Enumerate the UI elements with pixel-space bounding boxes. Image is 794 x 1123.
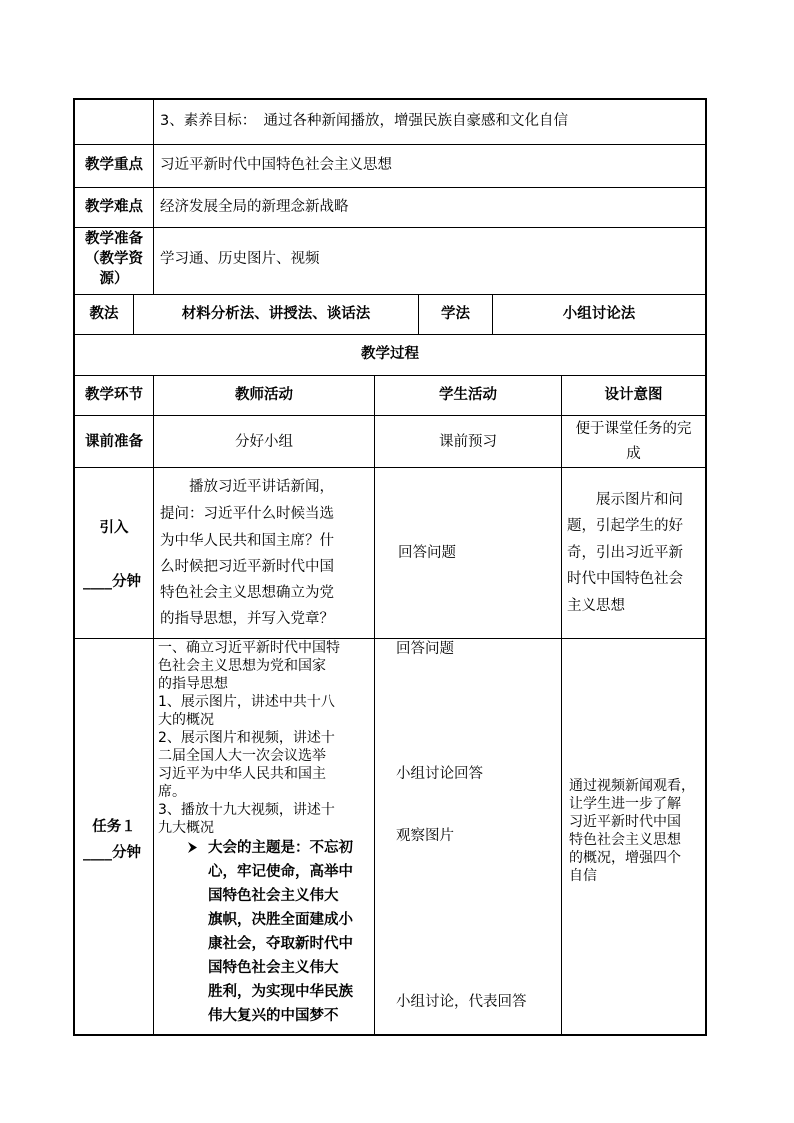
key-point-value: 习近平新时代中国特色社会主义思想 — [160, 157, 392, 173]
pre-intent: 成 — [626, 446, 641, 462]
task1-intent-line: 自信 — [569, 868, 597, 884]
task1-teacher-line: 大的概况 — [158, 712, 214, 728]
row-divider — [73, 294, 707, 295]
intro-intent-line: 主义思想 — [567, 598, 625, 614]
task1-stage: 任务１ — [92, 819, 136, 835]
task1-teacher-line: 二届全国人大一次会议选举 — [158, 748, 326, 764]
column-divider — [153, 98, 154, 294]
intro-teacher-line: 为中华人民共和国主席？什 — [160, 533, 334, 549]
task1-teacher-line: 2、展示图片和视频，讲述十 — [158, 730, 335, 746]
intro-intent-line: 题，引起学生的好 — [567, 518, 683, 534]
theme-line: 伟大复兴的中国梦不 — [208, 1008, 339, 1024]
process-title: 教学过程 — [361, 346, 419, 362]
pre-teacher: 分好小组 — [235, 434, 293, 450]
study-method-value: 小组讨论法 — [562, 306, 636, 322]
row-divider — [73, 638, 707, 639]
task1-teacher-line: 3、播放十九大视频，讲述十 — [158, 802, 335, 818]
row-divider — [73, 187, 707, 188]
intro-stage: 引入 — [99, 520, 129, 536]
row-divider — [73, 144, 707, 145]
task1-teacher-line: 1、展示图片，讲述中共十八 — [158, 694, 335, 710]
intro-teacher-line: 特色社会主义思想确立为党 — [160, 585, 334, 601]
prep-label: （教学资 — [85, 251, 143, 267]
pre-intent: 便于课堂任务的完 — [575, 421, 692, 437]
task1-teacher-line: 席。 — [158, 784, 186, 800]
task1-teacher-line: 色社会主义思想为党和国家 — [158, 658, 326, 674]
intro-intent-line: 时代中国特色社会 — [567, 571, 683, 587]
teaching-method-label: 教法 — [89, 306, 119, 322]
table-border-bottom — [73, 1034, 707, 1036]
intro-teacher-line: 提问：习近平什么时候当选 — [160, 506, 334, 522]
task1-student: 小组讨论，代表回答 — [396, 994, 527, 1010]
key-point-label: 教学重点 — [85, 157, 143, 173]
theme-line: 国特色社会主义伟大 — [208, 960, 339, 976]
task1-intent-line: 通过视频新闻观看， — [569, 778, 695, 794]
lesson-plan-table — [73, 98, 707, 1036]
theme-line: 国特色社会主义伟大 — [208, 888, 339, 904]
column-divider — [153, 375, 154, 1036]
task1-intent-line: 特色社会主义思想 — [569, 832, 681, 848]
intro-teacher-line: 的指导思想，并写入党章？ — [160, 611, 334, 627]
task1-intent-line: 习近平新时代中国 — [569, 814, 681, 830]
prep-value: 学习通、历史图片、视频 — [160, 251, 320, 267]
prep-label: 教学准备 — [85, 231, 143, 247]
arrow-bullet-icon — [187, 842, 198, 856]
intro-teacher-line: 播放习近平讲话新闻， — [160, 479, 334, 495]
theme-line: 旗帜，决胜全面建成小 — [208, 912, 353, 928]
intro-minutes: ____分钟 — [83, 574, 141, 590]
intro-teacher-line: 么时候把习近平新时代中国 — [160, 559, 334, 575]
goal-text: 3、素养目标： 通过各种新闻播放，增强民族自豪感和文化自信 — [160, 113, 568, 129]
theme-line: 心，牢记使命，高举中 — [208, 864, 353, 880]
task1-teacher-line: 一、确立习近平新时代中国特 — [158, 640, 340, 656]
pre-student: 课前预习 — [439, 434, 497, 450]
row-divider — [73, 227, 707, 228]
difficulty-value: 经济发展全局的新理念新战略 — [160, 199, 349, 215]
theme-line: 胜利，为实现中华民族 — [208, 984, 353, 1000]
task1-intent-line: 让学生进一步了解 — [569, 796, 681, 812]
difficulty-label: 教学难点 — [85, 199, 143, 215]
table-border-top — [73, 98, 707, 100]
study-method-label: 学法 — [441, 306, 470, 322]
header-intent: 设计意图 — [604, 387, 663, 403]
task1-minutes: ____分钟 — [83, 845, 141, 861]
task1-student: 小组讨论回答 — [396, 766, 483, 782]
header-stage: 教学环节 — [85, 387, 143, 403]
intro-intent-line: 奇，引出习近平新 — [567, 545, 683, 561]
task1-student: 观察图片 — [396, 828, 454, 844]
task1-intent-line: 的概况，增强四个 — [569, 850, 681, 866]
intro-intent-line: 展示图片和问 — [567, 492, 683, 508]
prep-label: 源） — [99, 271, 129, 287]
column-divider — [374, 375, 375, 1036]
task1-teacher-line: 习近平为中华人民共和国主 — [158, 766, 326, 782]
teaching-method-value: 材料分析法、讲授法、谈话法 — [181, 306, 371, 322]
task1-teacher-line: 的指导思想 — [158, 676, 228, 692]
column-divider — [561, 375, 562, 1036]
row-divider — [73, 415, 707, 416]
task1-student: 回答问题 — [396, 641, 454, 657]
task1-teacher-line: 九大概况 — [158, 820, 214, 836]
theme-line: 大会的主题是：不忘初 — [208, 840, 353, 856]
intro-student: 回答问题 — [398, 545, 456, 561]
header-teacher: 教师活动 — [235, 387, 293, 403]
row-divider — [73, 334, 707, 335]
row-divider — [73, 467, 707, 468]
row-divider — [73, 375, 707, 376]
table-border-right — [705, 98, 707, 1036]
theme-line: 康社会，夺取新时代中 — [208, 936, 353, 952]
pre-stage: 课前准备 — [85, 434, 143, 450]
header-student: 学生活动 — [439, 387, 497, 403]
